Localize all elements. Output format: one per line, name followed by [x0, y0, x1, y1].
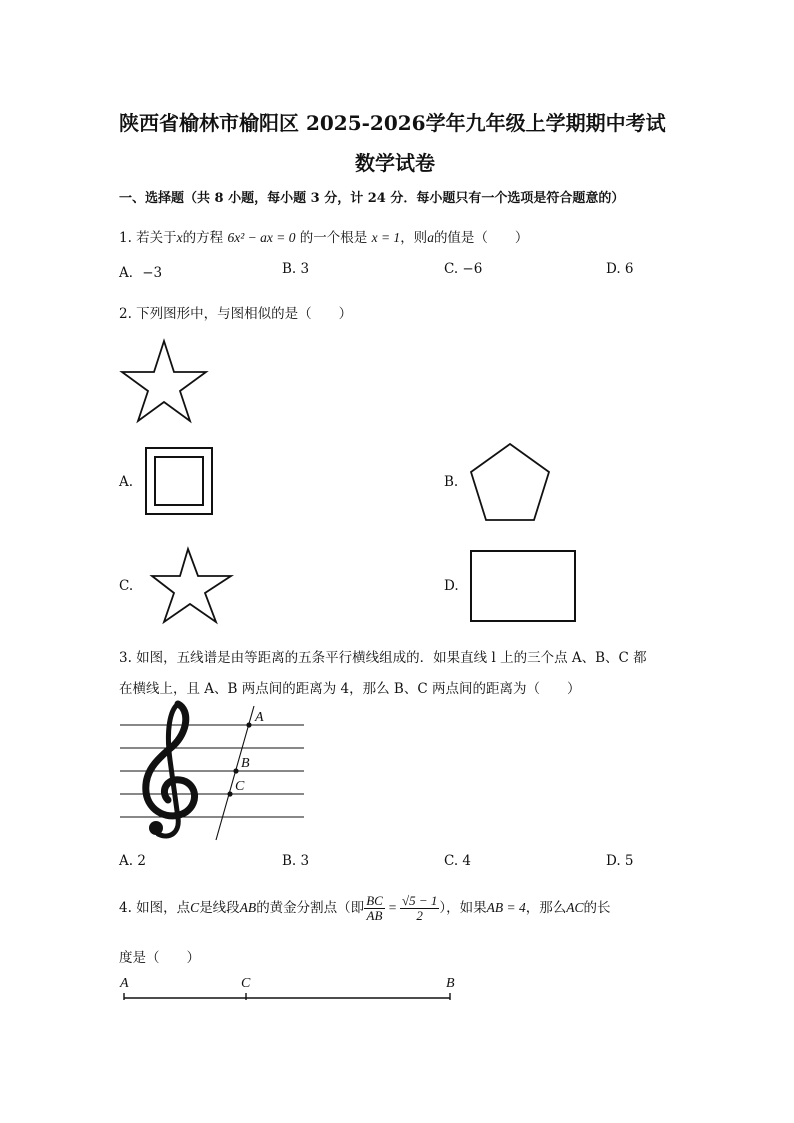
segment-ab-figure [118, 992, 458, 1006]
music-staff-figure [118, 700, 308, 845]
treble-clef-icon [146, 704, 195, 836]
q1-option-b[interactable]: B. 3 [282, 261, 310, 277]
q3-option-b[interactable]: B. 3 [282, 853, 310, 869]
point-b [233, 768, 238, 773]
q2-option-b-label[interactable]: B. [444, 474, 459, 490]
rectangle-figure[interactable] [469, 549, 577, 623]
q3-option-c[interactable]: C. 4 [444, 853, 472, 869]
nested-squares-figure[interactable] [144, 446, 216, 518]
q1-text-2: 的方程 [182, 230, 224, 246]
q1-root: x = 1 [371, 230, 401, 245]
q4-text-2: 是线段 [199, 900, 240, 916]
q4-condition: AB = 4 [486, 900, 526, 915]
point-c [227, 791, 232, 796]
q4-frac-right-den: 2 [416, 908, 423, 923]
point-a [246, 722, 251, 727]
segment-label-b: B [446, 976, 455, 991]
q4-equals: = [387, 900, 397, 915]
segment-label-c: C [241, 976, 251, 991]
q1-text-4: ，则 [400, 230, 428, 246]
question-2: 2. 下列图形中，与图相似的是（ ） [119, 306, 353, 322]
question-4 [119, 888, 610, 928]
q4-fraction-left [364, 894, 385, 924]
q4-frac-left-den: AB [366, 908, 383, 923]
q4-text-5: ，那么 [525, 900, 567, 916]
exam-subtitle: 数学试卷 [355, 151, 435, 175]
q1-option-c[interactable]: C. −6 [444, 261, 483, 277]
q4-point-c: C [190, 900, 200, 915]
q1-option-a[interactable]: A．−3 [119, 265, 163, 281]
segment-label-a: A [120, 976, 129, 991]
q4-frac-right-num: √5 − 1 [401, 892, 438, 908]
q3-line-2: 在横线上，且 A、B 两点间的距离为 4，那么 B、C 两点间的距离为（ ） [119, 681, 581, 697]
q2-option-d-label[interactable]: D. [444, 578, 459, 594]
q2-option-c-label[interactable]: C. [119, 578, 134, 594]
q4-line-2: 度是（ ） [119, 950, 200, 966]
q4-segment-ab: AB [239, 900, 257, 915]
q4-text-1: 4. 如图，点 [119, 900, 191, 916]
q2-option-a-label[interactable]: A. [119, 474, 134, 490]
q4-text-3: 的黄金分割点（即 [256, 900, 365, 916]
q4-fraction-right [400, 894, 439, 924]
q3-option-a[interactable]: A. 2 [119, 853, 146, 869]
reference-star-figure [120, 338, 210, 418]
staff-label-b: B [241, 756, 250, 771]
q1-text-3: 的一个根是 [299, 230, 368, 246]
question-1 [119, 226, 528, 246]
exam-title: 陕西省榆林市榆阳区 2025-2026学年九年级上学期期中考试 [119, 111, 666, 135]
q4-segment-ac: AC [566, 900, 584, 915]
q3-line-1: 3. 如图，五线谱是由等距离的五条平行横线组成的．如果直线 l 上的三个点 A、B、C 都 [119, 650, 647, 666]
staff-label-c: C [235, 779, 245, 794]
staff-label-a: A [255, 710, 264, 725]
q1-equation: 6x² − ax = 0 [227, 230, 296, 245]
section-header: 一、选择题（共 8 小题，每小题 3 分，计 24 分．每小题只有一个选项是符合题意的） [119, 191, 625, 206]
q3-option-d[interactable]: D. 5 [606, 853, 634, 869]
q1-var-x: x [176, 230, 183, 245]
q4-text-6: 的长 [583, 900, 611, 916]
star-figure[interactable] [150, 546, 236, 626]
q1-text-1: 1. 若关于 [119, 230, 177, 246]
q1-text-5: 的值是（ ） [433, 230, 529, 246]
pentagon-figure[interactable] [468, 442, 552, 524]
q1-option-d[interactable]: D. 6 [606, 261, 634, 277]
q4-text-4: ），如果 [439, 900, 487, 916]
q1-var-a: a [427, 230, 434, 245]
q4-frac-left-num: BC [366, 892, 383, 908]
